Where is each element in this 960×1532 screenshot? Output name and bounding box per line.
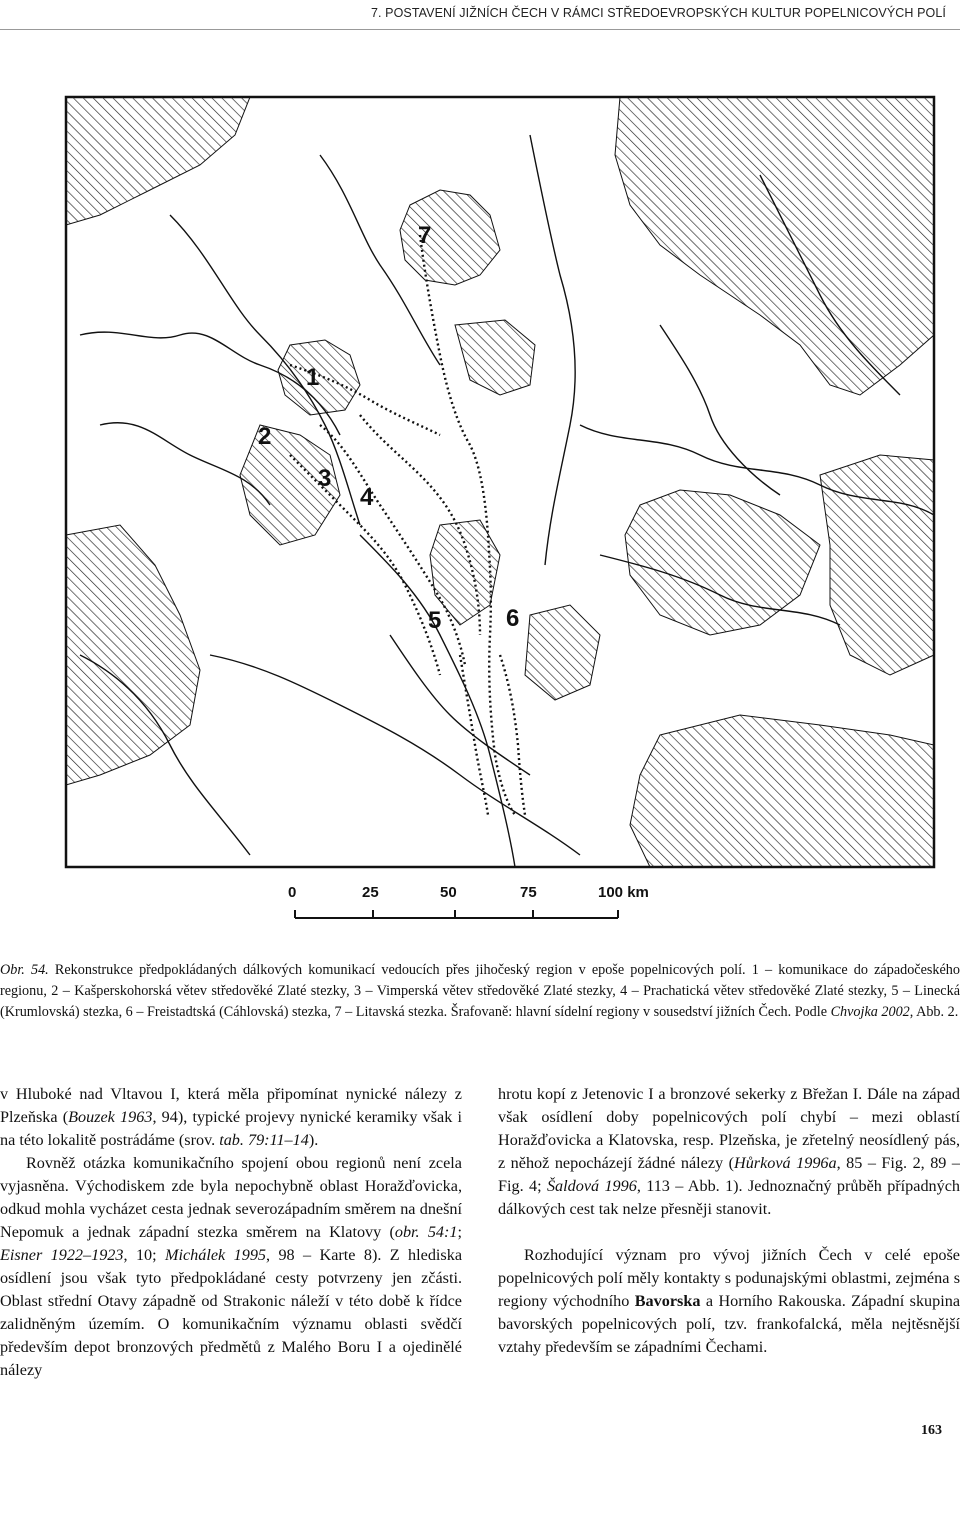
citation: Michálek 1995 (165, 1246, 267, 1264)
text-run: ; (457, 1223, 462, 1241)
caption-text: Rekonstrukce předpokládaných dálkových komunikací vedoucích přes jihočeský region v epoše popelnicových polí. 1 – komunikace do západočeského regionu, 2 – Kašperskohorská větev středověké Zlaté stezky, 3 – Vimperská větev středověké Zlaté stezky, 4 – Prachatická větev středověké Zlaté stezky, 5 – Linecká (Krumlovská) stezka, 6 – Freistadtská (Cáhlovská) stezka, 7 – Litavská stezka. Šrafovaně: hlavní sídelní regiony v sousedství jižních Čech. Podle (0, 962, 960, 1020)
scale-tick-25: 25 (362, 884, 379, 901)
caption-label: Obr. 54. (0, 962, 49, 978)
scale-bar-graphic (280, 884, 680, 934)
citation: Hůrková 1996a (734, 1154, 837, 1172)
route-map (60, 95, 940, 873)
header-rule (0, 29, 960, 30)
bold-term: Bavorska (634, 1292, 701, 1310)
citation: tab. 79:11–14 (219, 1131, 309, 1149)
text-run: Rozhodující význam pro vývoj jižních Čech v celé epoše popelnicových polí měly kontakty s podunajskými oblastmi, zejména s regiony východního (498, 1246, 960, 1310)
text-run: , 85 – Fig. 2, 89 – Fig. 4; (498, 1154, 960, 1195)
text-run: ). (308, 1131, 319, 1149)
text-run: , 113 – Abb. 1). Jednoznačný průběh případných dálkových cest tak nelze přesněji stanovit. (498, 1177, 960, 1218)
figure-caption (0, 960, 960, 1023)
right-column (498, 1083, 960, 1359)
route-label-5: 5 (428, 607, 442, 634)
right-paragraph-1 (498, 1083, 960, 1221)
text-run: a Horního Rakouska. Západní skupina bavorských popelnicových polí, tzv. frankofalcká, měla nejtěsnější vztahy především se západními Čechami. (498, 1292, 960, 1356)
settlement-regions (66, 97, 934, 867)
page-number: 163 (921, 1423, 942, 1438)
citation: Bouzek 1963 (68, 1108, 153, 1126)
text-run: , 10; (123, 1246, 157, 1264)
citation: Šaldová 1996 (546, 1177, 637, 1195)
left-column (0, 1083, 462, 1382)
scale-bar (280, 884, 680, 934)
route-label-7: 7 (418, 222, 432, 249)
text-run: Rovněž otázka komunikačního spojení obou regionů není zcela vyjasněna. Východiskem zde byla nepochybně oblast Horažďovicka, odkud mohla vycházet cesta jednak severozápadním směrem na dnešní Nepomuk a jednak západní stezka směrem na Klatovy ( (0, 1154, 462, 1241)
text-run: , 98 – Karte 8). Z hlediska osídlení jsou však tyto předpokládané cesty potvrzeny jen zčásti. Oblast střední Otavy západně od Strakonic náleží v této době k řídce zalidněným územím. O komunikačním významu oblasti svědčí především depot bronzových předmětů z Malého Boru I a ojedinělé nálezy (0, 1246, 462, 1379)
text-run: hrotu kopí z Jetenovic I a bronzové sekerky z Břežan I. Dále na západ však osídlení doby popelnicových polí chybí – mezi oblastí Horažďovicka a Klatovska, resp. Plzeňska, je zřetelný neosídlený pás, z něhož nepocházejí žádné nálezy ( (498, 1085, 960, 1172)
right-paragraph-2 (498, 1244, 960, 1359)
scale-tick-100: 100 km (598, 884, 649, 901)
text-run: v Hluboké nad Vltavou I, která měla připomínat nynické nálezy z Plzeňska ( (0, 1085, 462, 1126)
scale-tick-75: 75 (520, 884, 537, 901)
route-label-4: 4 (360, 484, 374, 511)
text-run: , 94), typické projevy nynické keramiky však i na této lokalitě postrádáme (srov. (0, 1108, 463, 1149)
scale-tick-50: 50 (440, 884, 457, 901)
left-paragraph-1 (0, 1083, 462, 1152)
caption-source-tail: , Abb. 2. (909, 1004, 959, 1020)
left-paragraph-2 (0, 1152, 462, 1382)
citation: obr. 54:1 (394, 1223, 458, 1241)
route-map-svg (60, 95, 940, 873)
route-label-1: 1 (306, 364, 320, 391)
running-header: 7. POSTAVENÍ JIŽNÍCH ČECH V RÁMCI STŘEDOEVROPSKÝCH KULTUR POPELNICOVÝCH POLÍ (370, 6, 946, 20)
citation: Eisner 1922–1923 (0, 1246, 124, 1264)
route-label-2: 2 (258, 423, 272, 450)
caption-source-cite: Chvojka 2002 (830, 1004, 910, 1020)
scale-tick-0: 0 (288, 884, 297, 901)
route-label-3: 3 (318, 465, 332, 492)
route-label-6: 6 (506, 605, 520, 632)
